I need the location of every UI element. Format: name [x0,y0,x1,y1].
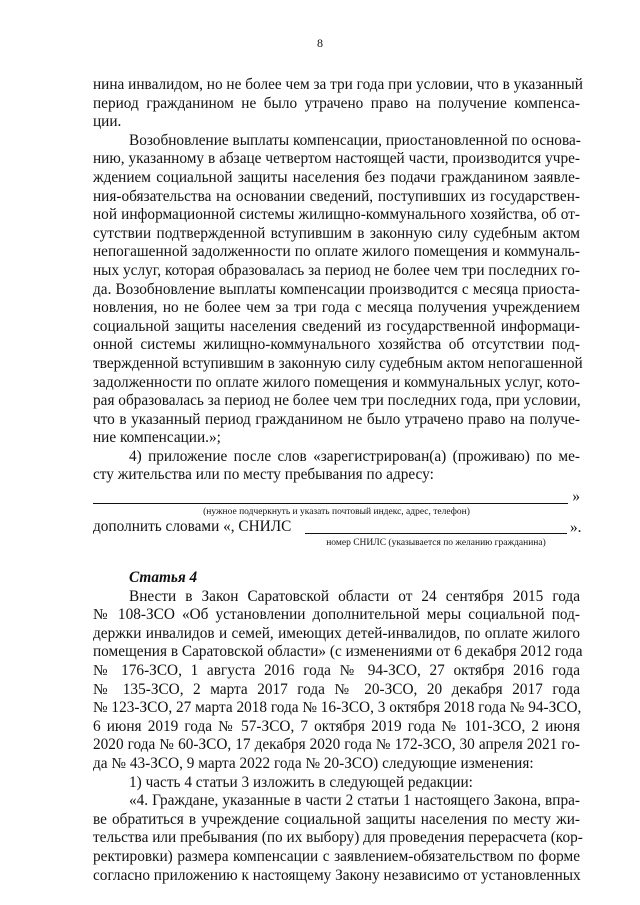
text-line: ции. [93,113,122,131]
article-title: Статья 4 [129,569,198,587]
text-line: непогашенной задолженности по оплате жилого помещения и коммуналь- [93,243,580,261]
paragraph-1 [93,76,583,132]
text-line: период гражданином не было утрачено право на получение компенса- [93,94,580,112]
text-line: помещения в Саратовской области» (с изменениями от 6 декабря 2012 года [93,643,583,661]
text-line: Возобновление выплаты компенсации, приостановленной по основа- [129,131,581,149]
text-line: Внести в Закон Саратовской области от 24 сентября 2015 года [129,587,580,605]
text-line: что в указанный период гражданином не было утрачено право на получе- [93,410,580,428]
text-line: согласно приложению к настоящему Закону независимо от установленных [93,866,581,884]
paragraph-4 [93,587,583,774]
text-line: сутствии подтвержденной вступившим в законную силу судебным актом [93,224,580,242]
text-line: социальной защиты населения сведений из государственной информаци- [93,317,580,335]
paragraph-5 [93,774,580,793]
snils-prefix: дополнить словами «, СНИЛС [93,518,292,536]
text-line: ждением социальной защиты населения без подачи гражданином заявле- [93,168,580,186]
document-body [93,76,583,885]
snils-caption: номер СНИЛС (указывается по желанию гражданина) [326,538,546,549]
text-line: держки инвалидов и семей, имеющих детей-инвалидов, по оплате жилого [93,624,580,642]
text-line: № 135-ЗСО, 2 марта 2017 года № 20-ЗСО, 20 декабря 2017 года [93,680,580,698]
text-line: нина инвалидом, но не более чем за три года при условии, что в указанный [93,76,583,93]
snils-end: ». [570,519,582,537]
paragraph-3 [93,448,580,485]
text-line: твержденной вступившим в законную силу судебным актом непогашенной [93,354,583,372]
text-line: 4) приложение после слов «зарегистрирован(а) (проживаю) по ме- [129,447,580,465]
address-caption: (нужное подчеркнуть и указать почтовый индекс, адрес, телефон) [203,507,470,518]
text-line: нию, указанному в абзаце четвертом настоящей части, производится учре- [93,150,580,168]
text-line: ных услуг, которая образовалась за период не более чем три последних го- [93,261,580,279]
text-line: 1) часть 4 статьи 3 изложить в следующей редакции: [129,773,473,791]
text-line: ния-обязательства на основании сведений, поступивших из государствен- [93,187,580,205]
text-line: сту жительства или по месту пребывания по адресу: [93,466,434,484]
text-line: № 176-ЗСО, 1 августа 2016 года № 94-ЗСО, 27 октября 2016 года [93,662,580,680]
text-line: да. Возобновление выплаты компенсации производится с месяца приоста- [93,280,580,298]
text-line: новления, но не более чем за три года с месяца получения учреждением [93,299,580,317]
page-number: 8 [317,36,323,50]
text-line: ние компенсации.»; [93,429,221,447]
text-line: задолженности по оплате жилого помещения и коммунальных услуг, кото- [93,373,580,391]
text-line: 6 июня 2019 года № 57-ЗСО, 7 октября 2019 года № 101-ЗСО, 2 июня [93,717,580,735]
text-line: «4. Граждане, указанные в части 2 статьи 1 настоящего Закона, впра- [129,792,580,810]
paragraph-6 [93,792,583,885]
snils-underline [305,533,567,534]
paragraph-2 [93,131,583,448]
text-line: да № 43-ЗСО, 9 марта 2022 года № 20-ЗСО) следующие изменения: [93,755,534,772]
closing-quote: » [572,488,580,506]
text-line: тельства или пребывания (по их выбору) для проведения перерасчета (кор- [93,829,583,847]
text-line: ве обратиться в учреждение социальной защиты населения по месту жи- [93,810,580,828]
text-line: ной информационной системы жилищно-коммунального хозяйства, об от- [93,206,580,224]
text-line: 2020 года № 60-ЗСО, 17 декабря 2020 года № 172-ЗСО, 30 апреля 2021 го- [93,736,580,754]
address-fill-line [93,487,580,507]
text-line: ректировки) размера компенсации с заявлением-обязательством по форме [93,847,580,865]
snils-row [93,518,580,538]
text-line: № 123-ЗСО, 27 марта 2018 года № 16-ЗСО, 3 октября 2018 года № 94-ЗСО, [93,699,582,717]
text-line: онной системы жилищно-коммунального хозяйства об отсутствии под- [93,336,580,354]
text-line: № 108-ЗСО «Об установлении дополнительной меры социальной под- [93,606,580,624]
text-line: рая образовалась за период не более чем три последних года, при условии, [93,392,581,410]
underline [93,503,568,504]
